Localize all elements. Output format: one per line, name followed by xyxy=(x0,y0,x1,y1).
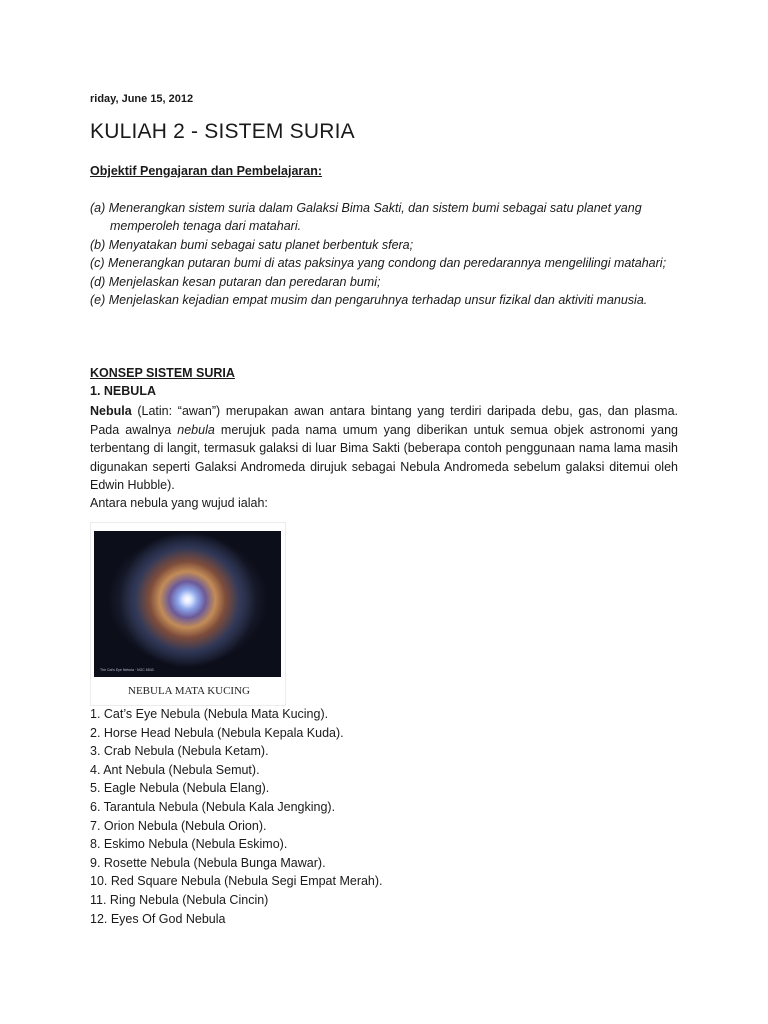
list-item: 7. Orion Nebula (Nebula Orion). xyxy=(90,818,267,833)
list-item: 6. Tarantula Nebula (Nebula Kala Jengking). xyxy=(90,799,336,814)
objective-item: (e) Menjelaskan kejadian empat musim dan pengaruhnya terhadap unsur fizikal dan aktiviti manusia. xyxy=(90,293,648,308)
subsection-heading: 1. NEBULA xyxy=(90,384,156,398)
objective-item: (d) Menjelaskan kesan putaran dan peredaran bumi; xyxy=(90,274,381,289)
page-title: KULIAH 2 - SISTEM SURIA xyxy=(90,120,355,143)
list-item: 2. Horse Head Nebula (Nebula Kepala Kuda). xyxy=(90,725,344,740)
figure-caption: NEBULA MATA KUCING xyxy=(128,685,250,697)
list-item: 1. Cat’s Eye Nebula (Nebula Mata Kucing). xyxy=(90,707,329,721)
objective-item: (a) Menerangkan sistem suria dalam Galaksi Bima Sakti, dan sistem bumi sebagai satu planet yang memperoleh tenaga dari matahari. xyxy=(90,201,642,234)
nebula-paragraph xyxy=(90,402,678,495)
objectives-list xyxy=(90,199,678,309)
nebula-figure xyxy=(90,522,286,706)
paragraph-text-2: merujuk pada nama umum yang diberikan untuk semua objek astronomi yang terbentang di langit, termasuk galaksi di luar Bima Sakti (beberapa contoh penggunaan nama lama masih digunakan seperti Galaksi Andromeda dirujuk sebagai Nebula Andromeda sebelum galaksi ditemui oleh Edwin Hubble). xyxy=(90,422,678,493)
list-item: 9. Rosette Nebula (Nebula Bunga Mawar). xyxy=(90,855,326,870)
list-item: 8. Eskimo Nebula (Nebula Eskimo). xyxy=(90,837,288,852)
list-item: 10. Red Square Nebula (Nebula Segi Empat Merah). xyxy=(90,874,383,889)
post-date: riday, June 15, 2012 xyxy=(90,93,194,105)
list-item: 11. Ring Nebula (Nebula Cincin) xyxy=(90,892,269,907)
objectives-heading: Objektif Pengajaran dan Pembelajaran: xyxy=(90,164,323,178)
objective-item: (b) Menyatakan bumi sebagai satu planet berbentuk sfera; xyxy=(90,237,414,252)
section-heading: KONSEP SISTEM SURIA xyxy=(90,366,235,380)
nebula-list xyxy=(90,705,383,928)
paragraph-text-1: (Latin: “awan”) merupakan awan antara bintang yang terdiri daripada debu, gas, dan plasma. Pada awalnya xyxy=(90,404,678,437)
cats-eye-nebula-image xyxy=(94,531,281,677)
term-bold: Nebula xyxy=(90,404,132,418)
image-caption: The Cat's Eye Nebula · NGC 6543 xyxy=(100,668,154,672)
list-item: 12. Eyes Of God Nebula xyxy=(90,911,226,926)
term-italic: nebula xyxy=(177,422,215,437)
list-item: 5. Eagle Nebula (Nebula Elang). xyxy=(90,781,270,796)
list-item: 3. Crab Nebula (Nebula Ketam). xyxy=(90,744,269,759)
list-item: 4. Ant Nebula (Nebula Semut). xyxy=(90,762,260,777)
objective-item: (c) Menerangkan putaran bumi di atas paksinya yang condong dan peredarannya mengelilingi matahari; xyxy=(90,256,667,271)
intro-line: Antara nebula yang wujud ialah: xyxy=(90,496,268,510)
